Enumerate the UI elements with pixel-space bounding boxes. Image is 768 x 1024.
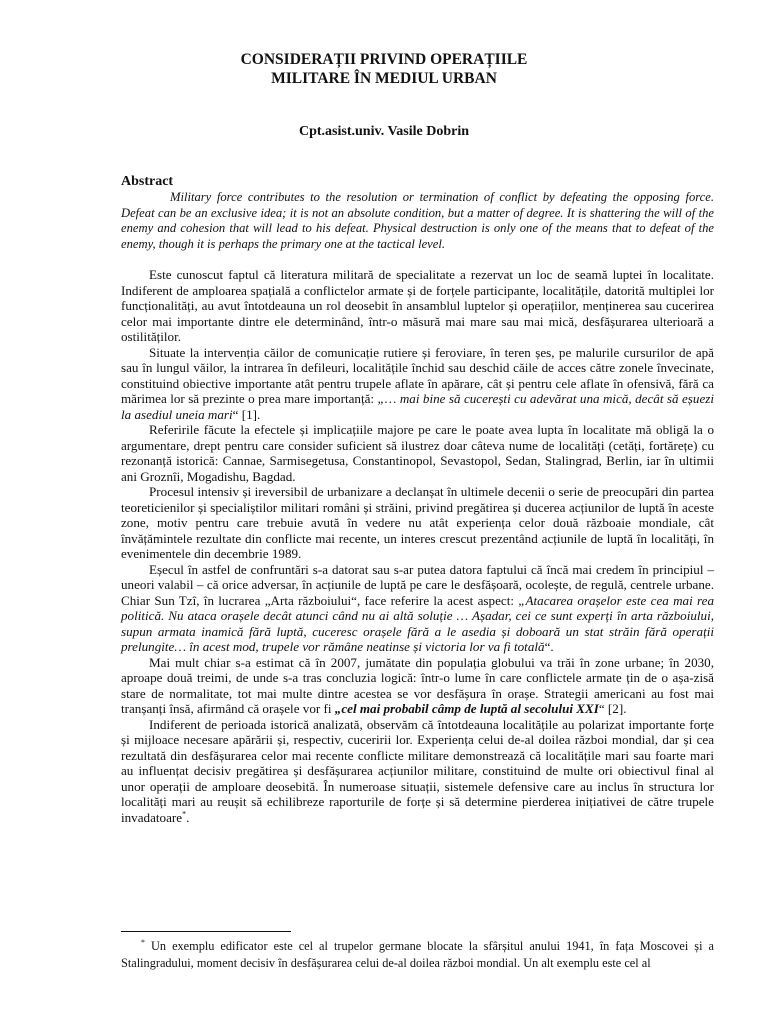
paragraph-2-text: Situate la intervenția căilor de comunicație rutiere și feroviare, în teren șes, pe malurile cursurilor de apă sau în lungul văilor, la intrarea în defileuri, localitățile închid sau deschid căile de acces către zonele învecinate, constituind obiective importante atât pentru trupele aflate în apărare, cât și pentru cele aflate în ofensivă, fără ca mărimea lor să prezinte o prea mare importanță:: [121, 344, 714, 406]
paragraph-4: Procesul intensiv și ireversibil de urbanizare a declanșat în ultimele decenii o serie de preocupări din partea teoreticienilor și specialiștilor militari români și străini, privind pregătirea și ducerea acțiunilor de luptă în aceste zone, motiv pentru care trebuie avută în vedere nu atât experiența celor două războaie mondiale, cât învățămintele rezultate din conflicte mai recente, un interes crescut prezentând acțiunile de luptă în localități, în evenimentele din decembrie 1989.: [121, 484, 714, 561]
paragraph-6: [121, 655, 714, 717]
footnote-separator: [121, 931, 291, 932]
paragraph-5-quote: „Atacarea orașelor este cea mai rea politică. Nu ataca orașele decât atunci când nu ai altă soluție … Așadar, cei ce sunt experți în arta războiului, supun armata inamică fără luptă, cuceresc orașele fără a le asedia și doboară un stat străin fără operații prelungite… în acest mod, trupele vor rămâne neatinse și victoria lor va fi totală: [121, 592, 714, 654]
paragraph-6-citation: “ [2].: [598, 701, 627, 716]
author-line: Cpt.asist.univ. Vasile Dobrin: [299, 124, 469, 139]
abstract-text: Military force contributes to the resolution or termination of conflict by defeating the opposing force. Defeat can be an exclusive idea; it is not an absolute condition, but a matter of degree. It is shattering the will of the enemy and cohesion that will lead to his defeat. Physical destruction is only one of the means that to defeat of the enemy, though it is perhaps the primary one at the tactical level.: [121, 190, 714, 251]
paragraph-3: Referirile făcute la efectele și implicațiile majore pe care le poate avea lupta în localitate mă obligă la o argumentare, drept pentru care consider suficient să ilustrez doar câteva nume de localități (cetăți, fortărețe) cu rezonanță istorică: Cannae, Sarmisegetusa, Constantinopol, Sevastopol, Sedan, Stalingrad, Berlin, iar în ultimii ani Groznîi, Mogadishu, Bagdad.: [121, 422, 714, 484]
paragraph-5: [121, 562, 714, 655]
footnote-mark: *: [141, 937, 145, 947]
footnote-text: Un exemplu edificator este cel al trupelor germane blocate la sfârșitul anului 1941, în fața Moscovei și a Stalingradului, moment decisiv în desfășurarea celui de-al doilea război mondial. Un alt exemplu este cel al: [121, 939, 714, 970]
title-line-2: MILITARE ÎN MEDIUL URBAN: [271, 70, 497, 87]
paper-title: [0, 50, 768, 88]
abstract-heading: Abstract: [121, 174, 174, 189]
title-line-1: CONSIDERAȚII PRIVIND OPERAȚIILE: [240, 51, 528, 68]
paragraph-7-text: Indiferent de perioada istorică analizată, observăm că întotdeauna localitățile au polarizat importante forțe și mijloace necesare apărării și, respectiv, cuceririi lor. Experiența celui de-al doilea război mondial, dar și cea rezultată din desfășurarea celor mai recente conflicte militare demonstrează că localitățile mari sau foarte mari au influențat decisiv pregătirea și desfășurarea acțiunilor militare, constituind de multe ori obiectivul final al unor operații de amploare deosebită. În numeroase situații, sistemele defensive care au inclus în structura lor localități mari au reușit să echilibreze raporturile de forțe și să determine pierderea inițiativei de către trupele invadatoare: [121, 716, 714, 825]
paragraph-2-citation: “ [1].: [232, 406, 261, 422]
paragraph-6-text: Mai mult chiar s-a estimat că în 2007, jumătate din populația globului va trăi în zone urbane; în 2030, aproape două treimi, de unde s-a tras concluzia logică: într-o lume în care conflictele armate țin de o așa-zisă stare de normalitate, tot mai multe dintre acestea se vor desfășura în orașe. Strategii americani au fost mai tranșanți însă, afirmând că orașele vor fi: [121, 654, 714, 716]
paragraph-2: [121, 345, 714, 423]
footnote-reference-mark: *: [182, 809, 187, 819]
paragraph-1: Este cunoscut faptul că literatura militară de specialitate a rezervat un loc de seamă luptei în localitate. Indiferent de amploarea spațială a conflictelor armate și de forțele participante, localitățile, datorită multiplei lor funcționalități, au avut întotdeauna un rol deosebit în ansamblul luptelor și operațiilor, menținerea sau cucerirea celor mai importante dintre ele determinând, într-o măsură mai mare sau mai mică, desfășurarea ulterioară a ostilităților.: [121, 267, 714, 344]
paragraph-2-quote: „… mai bine să cucerești cu adevărat una mică, decât să eșuezi la asediul uneia mari: [121, 391, 714, 422]
footnote: [121, 938, 714, 971]
paragraph-6-quote: „cel mai probabil câmp de luptă al secolului XXI: [334, 701, 599, 716]
paragraph-7: [121, 717, 714, 826]
paragraph-5-end: “.: [544, 639, 554, 654]
paragraph-5-text: Eșecul în astfel de confruntări s-a datorat sau s-ar putea datora faptului că încă mai credem în principiul – uneori valabil – că orice adversar, în acțiunile de luptă pe care le desfășoară, ocolește, de regulă, centrele urbane. Chiar Sun Tzî, în lucrarea „Arta războiului“, face referire la acest aspect:: [121, 561, 714, 608]
body-text: [121, 267, 714, 825]
paragraph-7-end: .: [186, 809, 190, 825]
